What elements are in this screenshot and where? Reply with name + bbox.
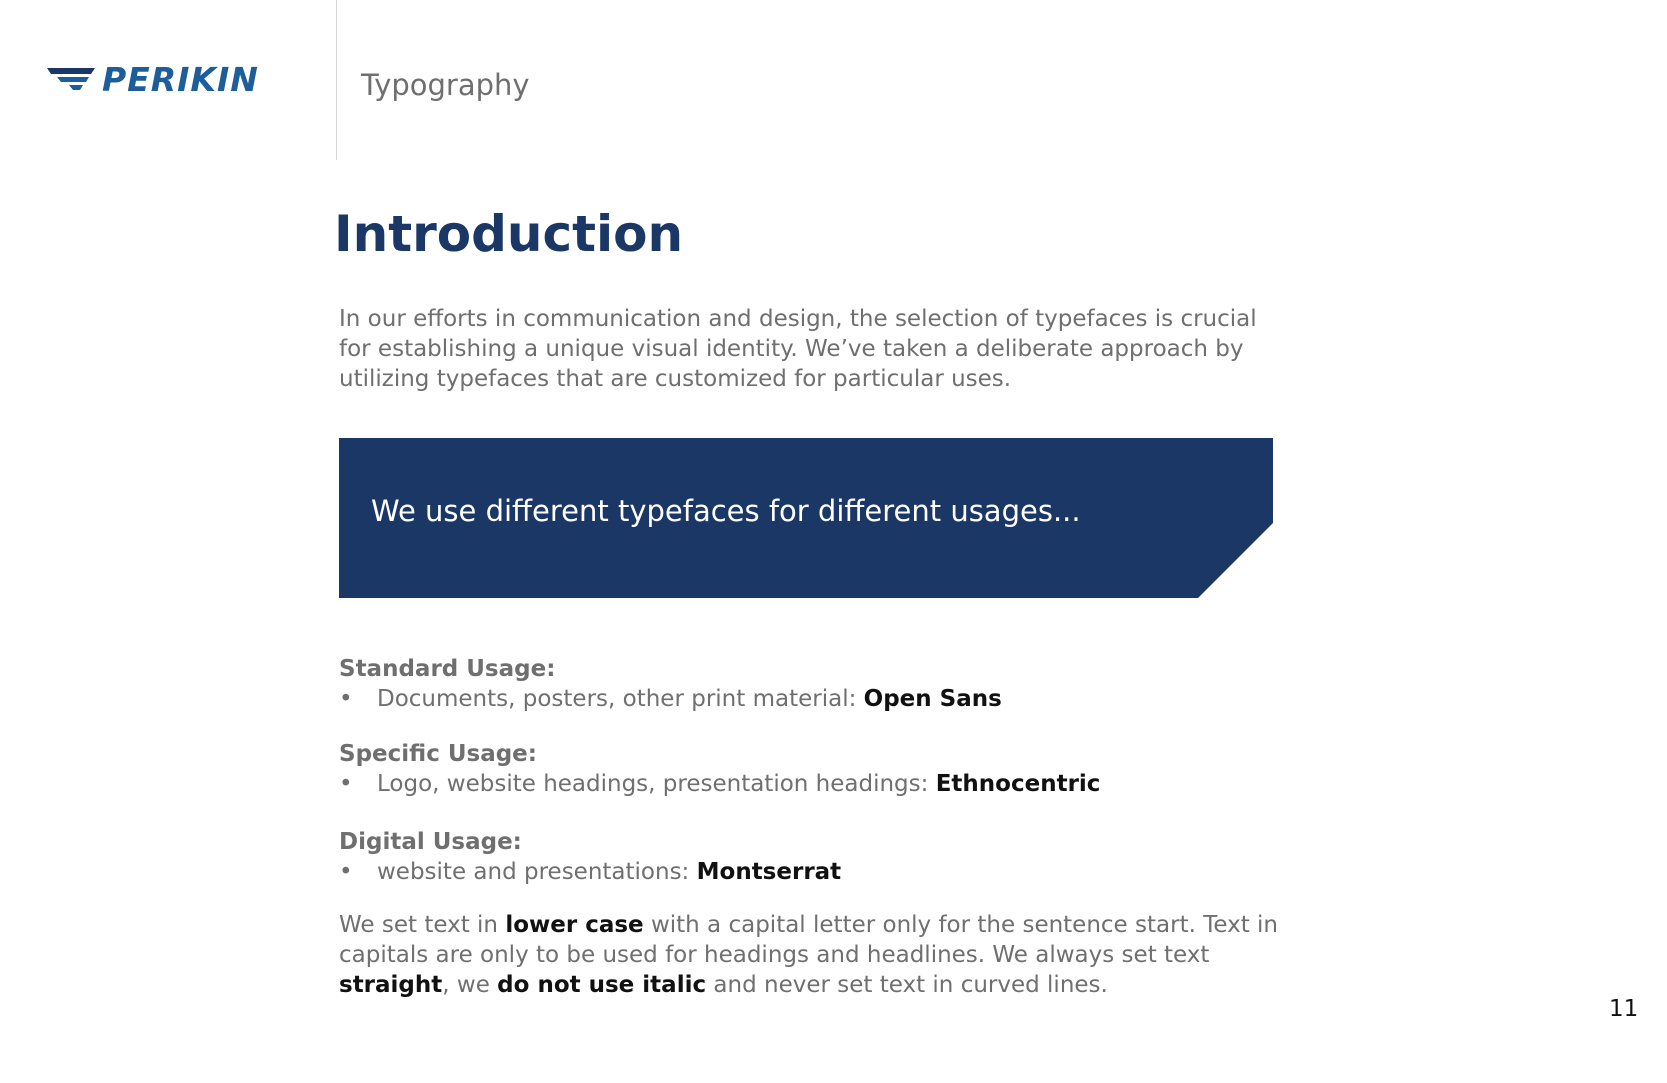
- usage-item-text: website and presentations:: [377, 859, 697, 885]
- usage-item: [339, 769, 1339, 799]
- closing-paragraph: [339, 910, 1299, 1000]
- usage-typeface: Montserrat: [696, 859, 842, 885]
- usage-label: Standard Usage:: [339, 656, 556, 682]
- closing-emphasis: lower case: [505, 912, 644, 938]
- page-number: 11: [1609, 996, 1639, 1022]
- usage-item-text: Logo, website headings, presentation headings:: [377, 771, 936, 797]
- closing-text: with a capital letter only for the sentence start. Text in capitals are only to be used for headings and headlines. We always set text: [339, 912, 1279, 968]
- usage-item: [339, 684, 1339, 714]
- usage-item-text: Documents, posters, other print material:: [377, 686, 864, 712]
- perikin-logo: [47, 62, 307, 102]
- bullet-icon: •: [339, 686, 353, 712]
- closing-text: and never set text in curved lines.: [706, 972, 1108, 998]
- typeface-banner: [339, 438, 1273, 598]
- banner-text: We use different typefaces for different usages...: [371, 494, 1081, 528]
- usage-block-standard: [339, 654, 1339, 714]
- logo-wordmark: PERIKIN: [102, 60, 259, 99]
- bullet-icon: •: [339, 859, 353, 885]
- closing-emphasis: do not use italic: [497, 972, 707, 998]
- page-heading: Introduction: [334, 205, 684, 263]
- logo-wings-icon: [47, 66, 97, 92]
- usage-label: Specific Usage:: [339, 741, 537, 767]
- closing-text: , we: [442, 972, 498, 998]
- bullet-icon: •: [339, 771, 353, 797]
- usage-block-digital: [339, 827, 1339, 887]
- closing-emphasis: straight: [339, 972, 443, 998]
- usage-block-specific: [339, 739, 1339, 799]
- closing-text: We set text in: [339, 912, 506, 938]
- usage-typeface: Ethnocentric: [935, 771, 1101, 797]
- usage-label: Digital Usage:: [339, 829, 522, 855]
- header-divider: [336, 0, 337, 160]
- intro-paragraph: In our efforts in communication and design, the selection of typefaces is crucial for establishing a unique visual identity. We’ve taken a deliberate approach by utilizing typefaces that are customized for particular uses.: [339, 306, 1257, 392]
- section-title: Typography: [361, 68, 530, 102]
- usage-item: [339, 857, 1339, 887]
- usage-typeface: Open Sans: [863, 686, 1002, 712]
